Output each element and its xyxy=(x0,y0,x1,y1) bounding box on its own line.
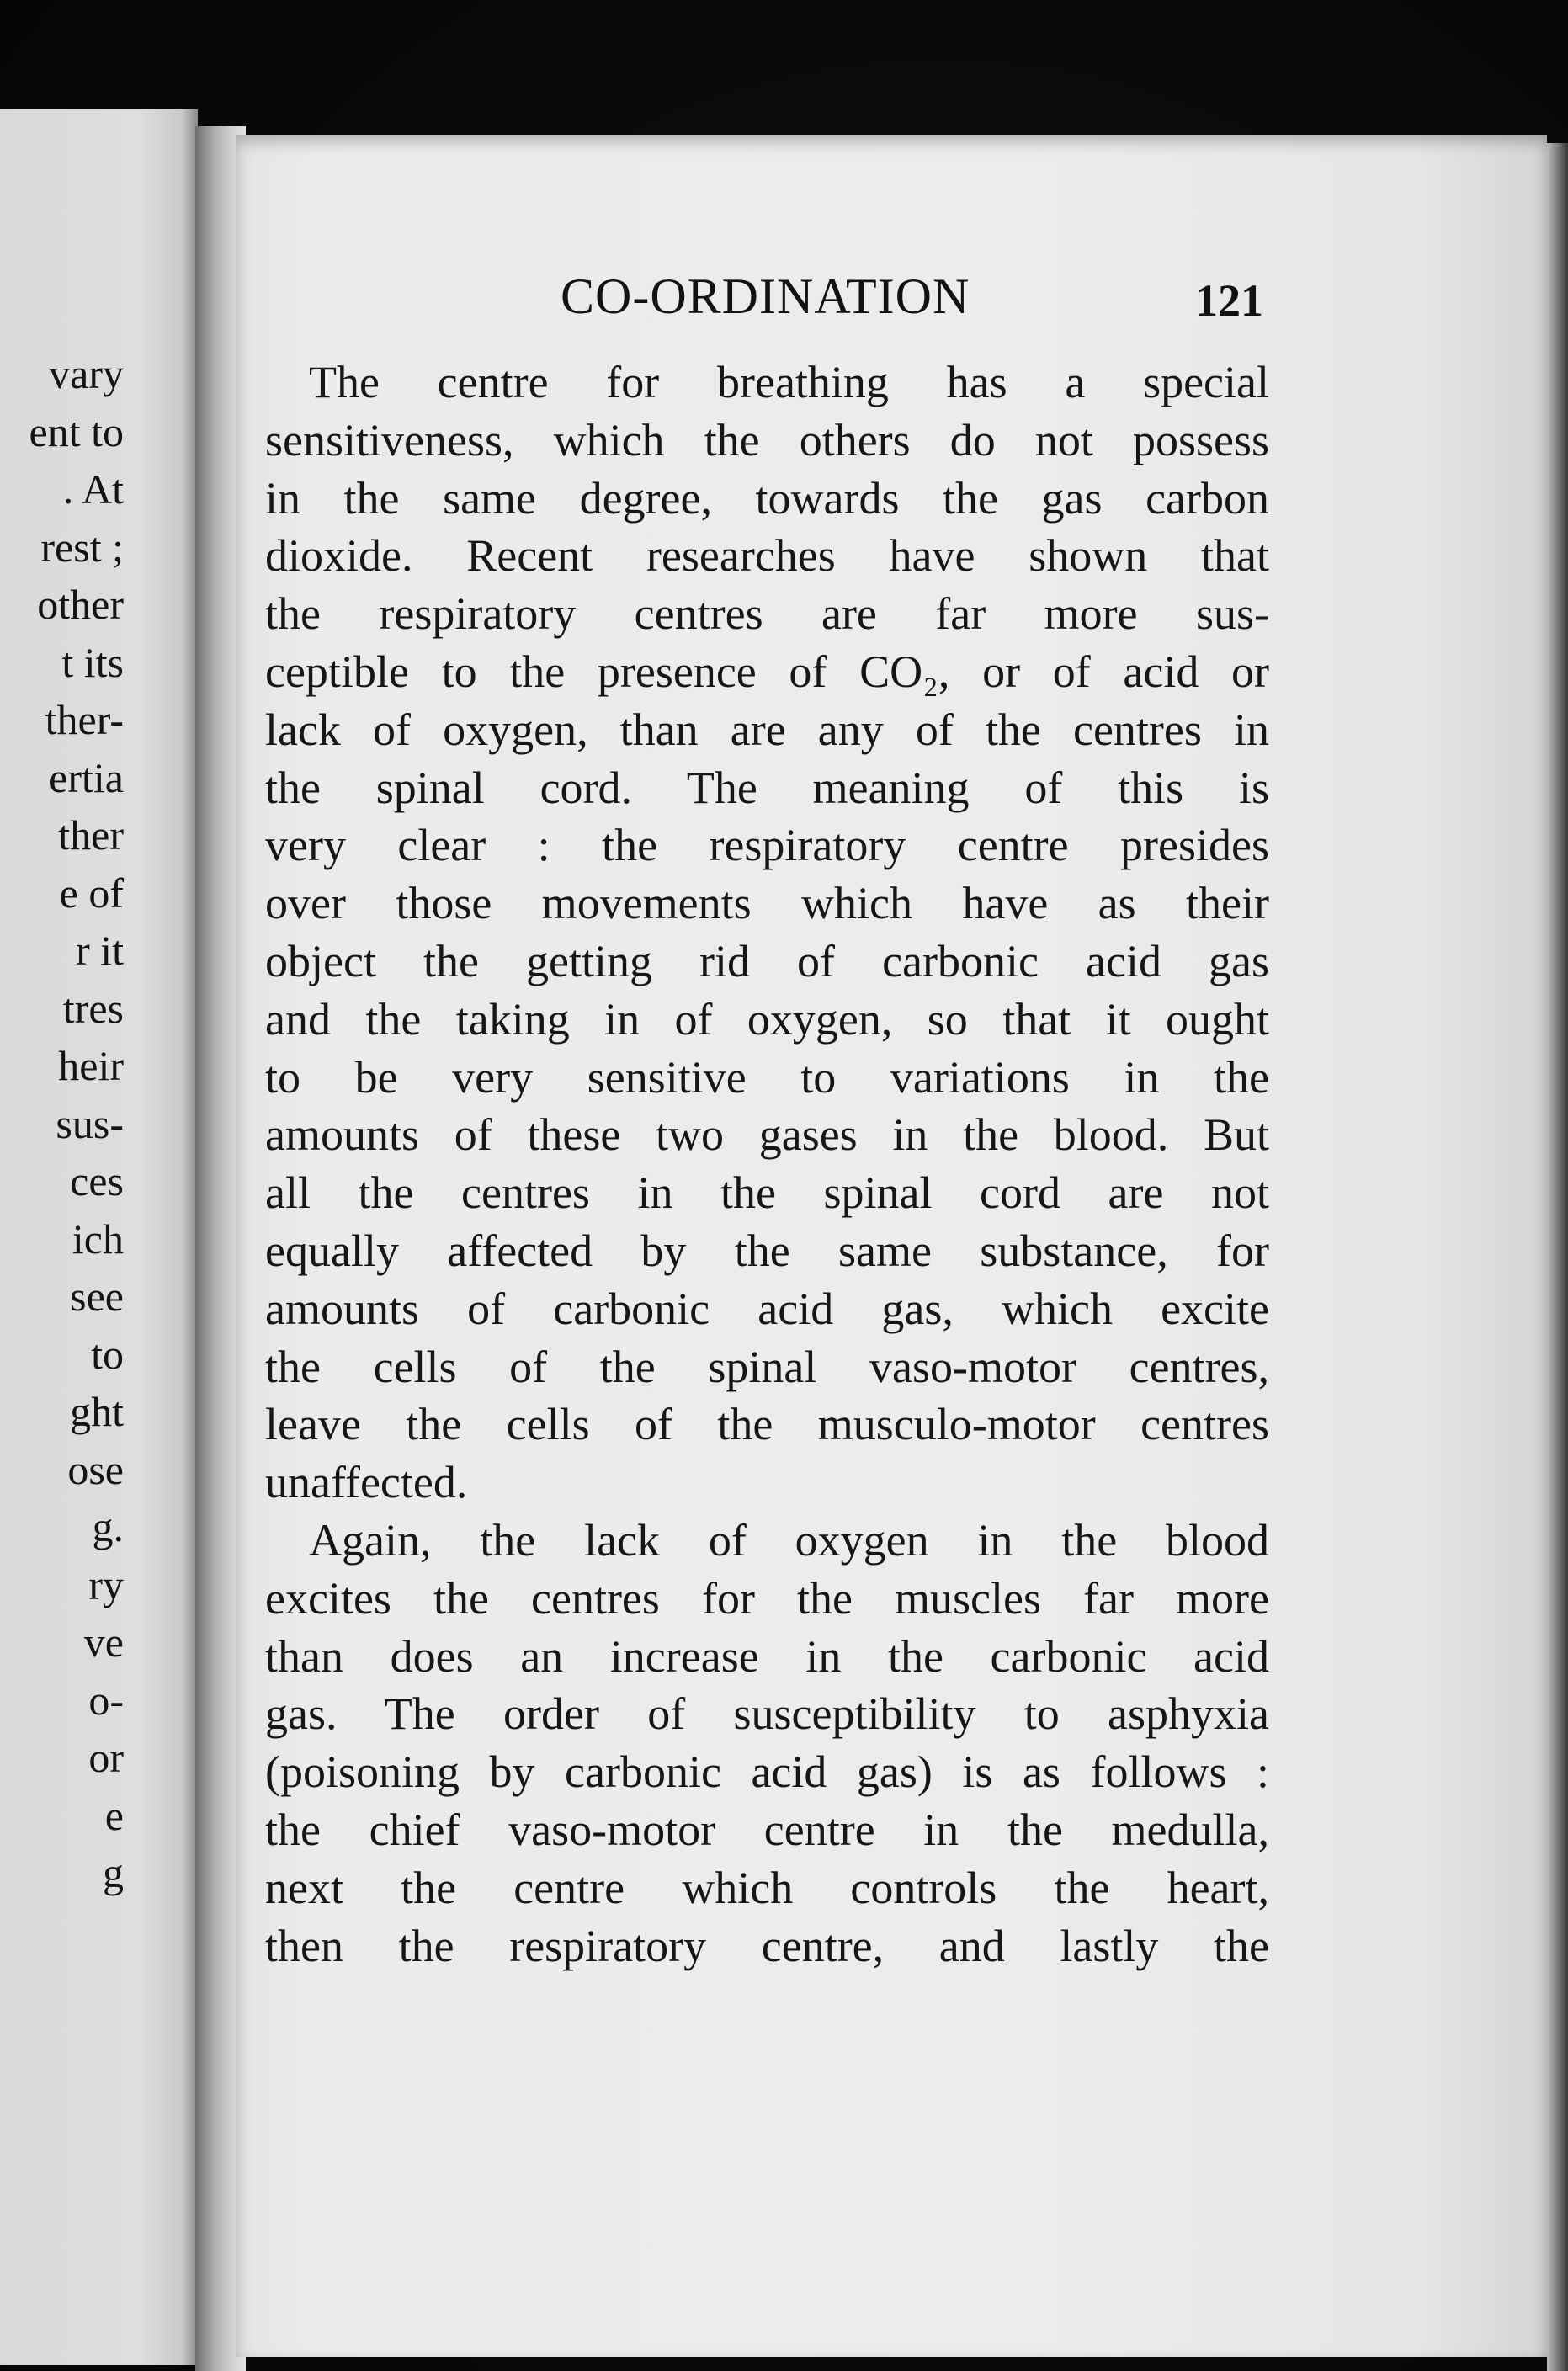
text-line: the spinal cord. The meaning of this is xyxy=(265,762,1269,813)
text-line: (poisoning by carbonic acid gas) is as follows : xyxy=(265,1746,1269,1798)
page-edge xyxy=(1547,143,1568,2371)
running-header-title: CO-ORDINATION xyxy=(561,268,970,324)
text-line: ceptible to the presence of CO₂, or of acid or xyxy=(265,646,1269,697)
text-line: object the getting rid of carbonic acid gas xyxy=(265,935,1269,986)
previous-page-fragment: sus- xyxy=(56,1099,124,1147)
text-line: dioxide. Recent researches have shown that xyxy=(265,530,1269,582)
text-line: the chief vaso-motor centre in the medulla, xyxy=(265,1804,1269,1855)
text-line: The centre for breathing has a special xyxy=(309,357,1269,407)
text-line: unaffected. xyxy=(265,1457,468,1508)
text-line: Again, the lack of oxygen in the blood xyxy=(309,1514,1269,1566)
previous-page-text-fragments xyxy=(29,345,124,1902)
text-line: equally affected by the same substance, for xyxy=(265,1225,1269,1276)
previous-page-fragment: g xyxy=(103,1849,124,1896)
previous-page-fragment: g. xyxy=(92,1503,124,1550)
body-text xyxy=(265,354,1269,1975)
previous-page-fragment: ry xyxy=(88,1560,124,1608)
paragraph-2 xyxy=(265,1512,1269,1975)
previous-page-fragment: other xyxy=(37,581,124,628)
text-line: the respiratory centres are far more sus- xyxy=(265,588,1269,640)
page-number: 121 xyxy=(1195,275,1263,326)
previous-page-fragment: ent to xyxy=(29,407,124,455)
previous-page-fragment: rest ; xyxy=(40,523,124,571)
paragraph-1 xyxy=(265,354,1269,1512)
previous-page xyxy=(0,109,198,2365)
previous-page-fragment: t its xyxy=(61,638,124,686)
text-line: sensitiveness, which the others do not possess xyxy=(265,414,1269,465)
previous-page-fragment: ose xyxy=(67,1445,124,1493)
text-line: the cells of the spinal vaso-motor centres, xyxy=(265,1341,1269,1392)
text-line: in the same degree, towards the gas carbon xyxy=(265,472,1269,524)
previous-page-fragment: ther- xyxy=(45,696,124,743)
previous-page-fragment: o- xyxy=(88,1676,124,1724)
text-line: amounts of these two gases in the blood. But xyxy=(265,1109,1269,1161)
previous-page-fragment: see xyxy=(70,1273,124,1320)
text-line: amounts of carbonic acid gas, which excite xyxy=(265,1283,1269,1334)
text-line: very clear : the respiratory centre presides xyxy=(265,820,1269,871)
text-line: lack of oxygen, than are any of the centres in xyxy=(265,704,1269,755)
previous-page-fragment: . At xyxy=(62,465,124,513)
previous-page-fragment: ght xyxy=(70,1388,124,1435)
previous-page-fragment: to xyxy=(91,1330,124,1378)
previous-page-fragment: e xyxy=(104,1791,124,1839)
previous-page-fragment: or xyxy=(88,1734,124,1781)
text-line: leave the cells of the musculo-motor centres xyxy=(265,1399,1269,1450)
previous-page-fragment: ertia xyxy=(49,753,124,801)
previous-page-fragment: heir xyxy=(58,1042,124,1089)
previous-page-fragment: e of xyxy=(59,869,124,917)
text-line: and the taking in of oxygen, so that it ought xyxy=(265,993,1269,1045)
previous-page-fragment: ve xyxy=(83,1619,124,1666)
text-line: then the respiratory centre, and lastly the xyxy=(265,1920,1269,1971)
previous-page-fragment: ich xyxy=(72,1215,124,1263)
text-line: excites the centres for the muscles far more xyxy=(265,1572,1269,1624)
previous-page-fragment: vary xyxy=(49,350,124,397)
text-line: than does an increase in the carbonic acid xyxy=(265,1630,1269,1682)
text-line: gas. The order of susceptibility to asphyxia xyxy=(265,1688,1269,1740)
text-line: to be very sensitive to variations in the xyxy=(265,1051,1269,1103)
previous-page-fragment: ces xyxy=(70,1157,124,1204)
text-line: all the centres in the spinal cord are not xyxy=(265,1167,1269,1219)
previous-page-fragment: tres xyxy=(62,984,124,1032)
previous-page-fragment: ther xyxy=(58,811,124,859)
text-line: over those movements which have as their xyxy=(265,878,1269,929)
text-line: next the centre which controls the heart, xyxy=(265,1862,1269,1913)
previous-page-fragment: r it xyxy=(76,927,124,974)
